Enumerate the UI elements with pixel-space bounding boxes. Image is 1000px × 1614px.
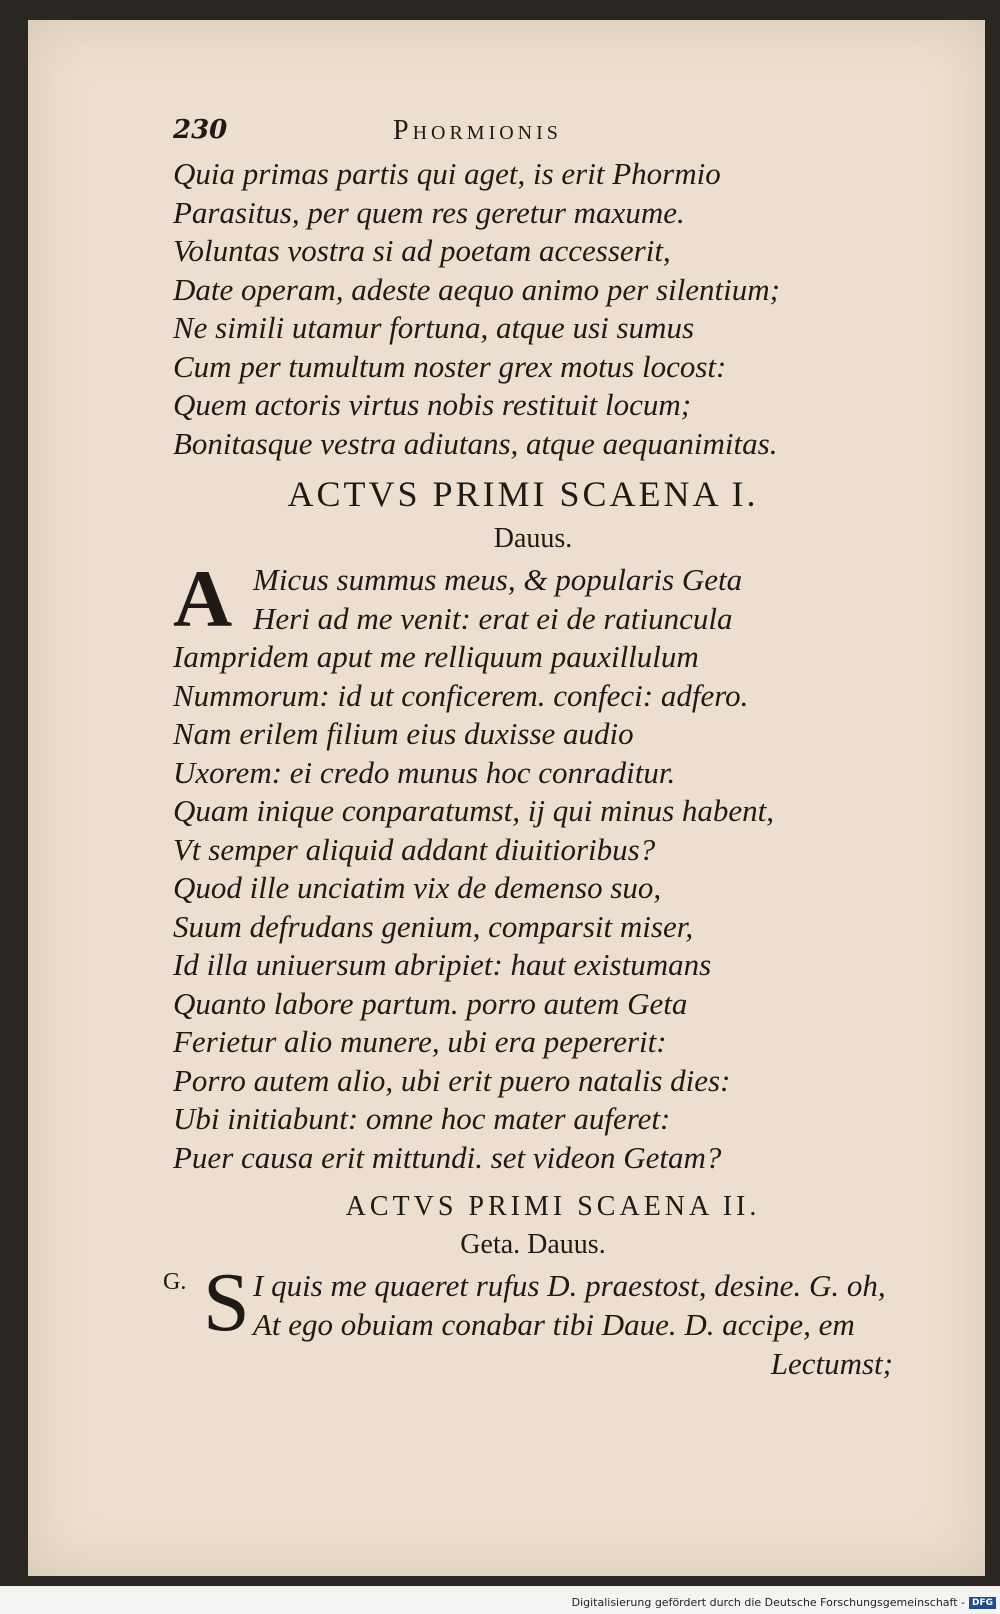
verse-line: Porro autem alio, ubi erit puero natalis dies: (173, 1062, 731, 1098)
verse-line: Quanto labore partum. porro autem Geta (173, 985, 688, 1021)
verse-line: Micus summus meus, & popularis Geta (253, 562, 743, 597)
verse-line: Puer causa erit mittundi. set videon Getam? (173, 1139, 722, 1175)
verse-line: Id illa uniuersum abripiet: haut existumans (173, 947, 712, 982)
verse-line: Date operam, adeste aequo animo per silentium; (173, 271, 780, 307)
speaker-names: Geta. Dauus. (460, 1229, 606, 1260)
dfg-logo: DFG (969, 1597, 996, 1609)
verse-line: Quod ille unciatim vix de demenso suo, (173, 870, 662, 905)
drop-cap-initial: S (203, 1256, 250, 1349)
verse-line: Nam erilem filium eius duxisse audio (173, 716, 634, 751)
verse-line: At ego obuiam conabar tibi Daue. D. accipe, em (253, 1306, 855, 1342)
running-title: Phormionis (393, 115, 562, 146)
verse-line: Ubi initiabunt: omne hoc mater auferet: (173, 1101, 671, 1136)
page-number: 230 (173, 115, 228, 145)
verse-line: Ferietur alio munere, ubi era pepererit: (173, 1024, 667, 1059)
running-head (173, 115, 893, 155)
footer-credit: Digitalisierung gefördert durch die Deutsche Forschungsgemeinschaft - (571, 1596, 965, 1609)
verse-line: Quam inique conparatumst, ij qui minus habent, (173, 793, 775, 828)
speaker-marker: G. (163, 1269, 187, 1295)
verse-line: Quia primas partis qui aget, is erit Phormio (173, 156, 721, 191)
digitization-footer (572, 1596, 996, 1609)
verse-line: Bonitasque vestra adiutans, atque aequanimitas. (173, 425, 778, 461)
verse-line: Nummorum: id ut conficerem. confeci: adfero. (173, 677, 749, 713)
book-page (28, 20, 985, 1576)
verse-line: Iampridem aput me relliquum pauxillulum (173, 639, 699, 674)
verse-line: Vt semper aliquid addant diuitioribus? (173, 831, 656, 867)
scene-heading: ACTVS PRIMI SCAENA II. (345, 1191, 761, 1222)
verse-line: Quem actoris virtus nobis restituit locum; (173, 387, 692, 422)
verse-line: Parasitus, per quem res geretur maxume. (173, 194, 685, 230)
verse-line: Heri ad me venit: erat ei de ratiuncula (253, 600, 733, 636)
verse-line: Suum defrudans genium, comparsit miser, (173, 908, 694, 944)
verse-line: Ne simili utamur fortuna, atque usi sumus (173, 310, 695, 345)
prologue (173, 155, 893, 463)
verse-line: Cum per tumultum noster grex motus locost: (173, 348, 727, 384)
scene-heading: ACTVS PRIMI SCAENA I. (287, 474, 759, 514)
text-block (163, 115, 893, 1384)
verse-line: I quis me quaeret rufus D. praestost, desine. G. oh, (253, 1268, 886, 1303)
scene2-text (163, 1256, 893, 1384)
catchword: Lectumst; (770, 1346, 893, 1381)
verse-line: Uxorem: ei credo munus hoc conraditur. (173, 754, 676, 790)
speaker-name: Dauus. (493, 523, 573, 554)
drop-cap-initial: A (173, 553, 233, 644)
scene1-text (173, 553, 893, 1177)
verse-line: Voluntas vostra si ad poetam accesserit, (173, 233, 671, 268)
